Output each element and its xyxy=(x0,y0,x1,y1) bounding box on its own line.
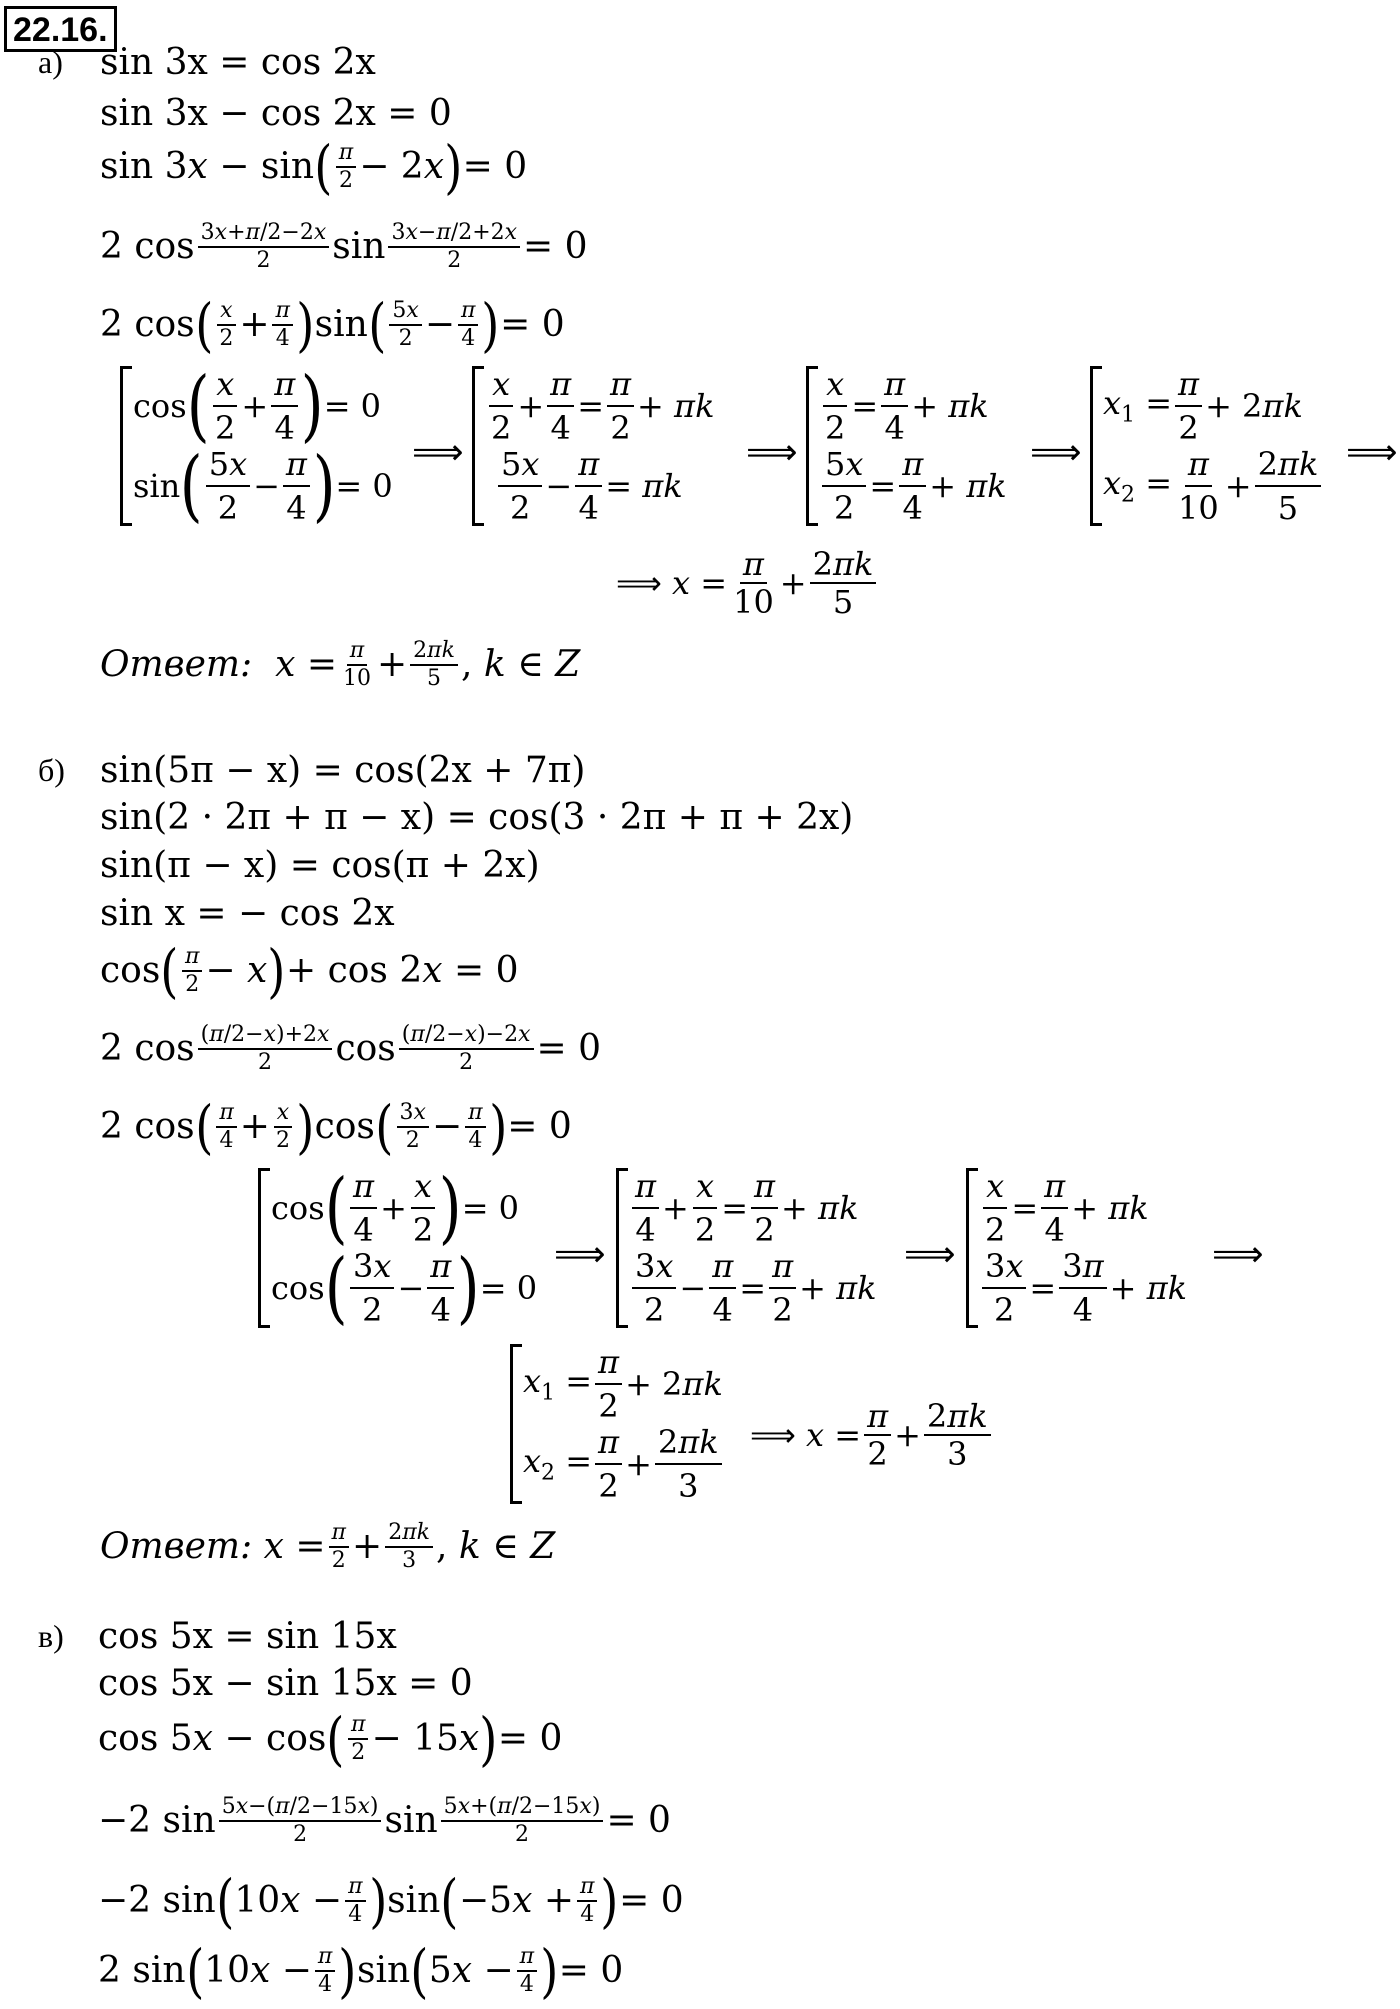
b-system-2: π 4 + $\frac{x}{2}$ = $\frac{\pi}{2}$ + πk 3x 2 − $\frac{\pi}{4}$ = $\frac{\pi}{2}$ + πk xyxy=(616,1168,899,1328)
b-system-1: cos ( π 4 + $\frac{x}{2}$ ) = 0 cos ( 3x 2 − $\frac{\pi}{4}$ ) = 0 xyxy=(258,1168,561,1328)
a-line-1: sin 3x = cos 2x xyxy=(100,42,376,83)
part-a-label: а) xyxy=(38,44,63,80)
v-line-4: −2 sin 5x−(π/2−15x) 2 sin $\frac{5x+(\pi/2-15x)}{2}$ = 0 xyxy=(98,1794,671,1847)
b-line-5: cos ( π 2 − x ) + cos 2x = 0 xyxy=(100,936,519,1005)
implies-arrow: ⟹ xyxy=(412,432,464,473)
v-line-1: cos 5x = sin 15x xyxy=(98,1616,397,1657)
implies-arrow: ⟹ xyxy=(1346,432,1398,473)
a-line-2: sin 3x − cos 2x = 0 xyxy=(100,93,452,134)
a-system-4: $x_1$ = $\frac{\pi}{2}$ + 2πk $x_2$ = $\frac{\pi}{10}$ + $\frac{2\pi k}{5}$ xyxy=(1090,366,1353,526)
b-line-2: sin(2 · 2π + π − x) = cos(3 · 2π + π + 2x) xyxy=(100,797,854,838)
a-line-5: 2 cos ( x 2 + $\frac{\pi}{4}$ ) sin ( 5x 2 − $\frac{\pi}{4}$ ) = 0 xyxy=(100,290,565,359)
v-line-6: 2 sin ( 10x − $\frac{\pi}{4}$ ) sin ( 5x − $\frac{\pi}{4}$ ) = 0 xyxy=(98,1936,624,2005)
v-line-3: cos 5x − cos ( π 2 − 15x ) = 0 xyxy=(98,1704,563,1773)
v-line-5: −2 sin ( 10x − $\frac{\pi}{4}$ ) sin ( −5x + $\frac{\pi}{4}$ ) = 0 xyxy=(98,1866,684,1935)
part-v-label: в) xyxy=(38,1618,64,1654)
b-line-4: sin x = − cos 2x xyxy=(100,893,395,934)
a-result: ⟹ x = $\frac{\pi}{10}$ + $\frac{2\pi k}{5}$ xyxy=(616,548,879,618)
a-system-2: x 2 + $\frac{\pi}{4}$ = $\frac{\pi}{2}$ + πk 5x 2 − $\frac{\pi}{4}$ = πk xyxy=(472,366,755,526)
b-line-6: 2 cos (π/2−x)+2x 2 cos $\frac{(\pi/2-x)-2x}{2}$ = 0 xyxy=(100,1022,602,1075)
a-system-3: $\frac{x}{2}$ = $\frac{\pi}{4}$ + πk $\frac{5x}{2}$ = $\frac{\pi}{4}$ + πk xyxy=(806,366,1039,526)
b-line-7: 2 cos ( π 4 + $\frac{x}{2}$ ) cos ( 3x 2 − $\frac{\pi}{4}$ ) = 0 xyxy=(100,1092,572,1161)
part-b-label: б) xyxy=(38,752,65,788)
b-line-3: sin(π − x) = cos(π + 2x) xyxy=(100,845,540,886)
implies-arrow: ⟹ xyxy=(746,432,798,473)
implies-arrow: ⟹ xyxy=(1030,432,1082,473)
problem-number: 22.16. xyxy=(4,6,117,52)
v-line-2: cos 5x − sin 15x = 0 xyxy=(98,1663,473,1704)
a-line-4: 2 cos 3x+π/2−2x 2 sin $\frac{3x-\pi/2+2x}{2}$ = 0 xyxy=(100,220,588,273)
b-line-1: sin(5π − x) = cos(2x + 7π) xyxy=(100,750,586,791)
a-answer: Ответ : x = $\frac{\pi}{10}$ + $\frac{2\pi k}{5}$ , k ∈ Z xyxy=(100,638,581,691)
implies-arrow: ⟹ xyxy=(1212,1234,1264,1275)
a-line-3: sin 3x − sin ( π 2 − 2x ) = 0 xyxy=(100,132,528,201)
a-system-1: cos ( x 2 + $\frac{\pi}{4}$ ) = 0 sin ( 5x 2 − $\frac{\pi}{4}$ ) = 0 xyxy=(120,366,423,526)
implies-arrow: ⟹ xyxy=(554,1234,606,1275)
b-system-4: $x_1$ = $\frac{\pi}{2}$ + 2πk $x_2$ = $\frac{\pi}{2}$ + $\frac{2\pi k}{3}$ xyxy=(510,1344,753,1504)
b-answer: Ответ : x = $\frac{\pi}{2}$ + $\frac{2\pi k}{3}$ , k ∈ Z xyxy=(100,1520,556,1573)
b-result: ⟹ x = $\frac{\pi}{2}$ + $\frac{2\pi k}{3}$ xyxy=(750,1400,994,1470)
implies-arrow: ⟹ xyxy=(904,1234,956,1275)
b-system-3: $\frac{x}{2}$ = $\frac{\pi}{4}$ + πk $\frac{3x}{2}$ = $\frac{3\pi}{4}$ + πk xyxy=(966,1168,1219,1328)
